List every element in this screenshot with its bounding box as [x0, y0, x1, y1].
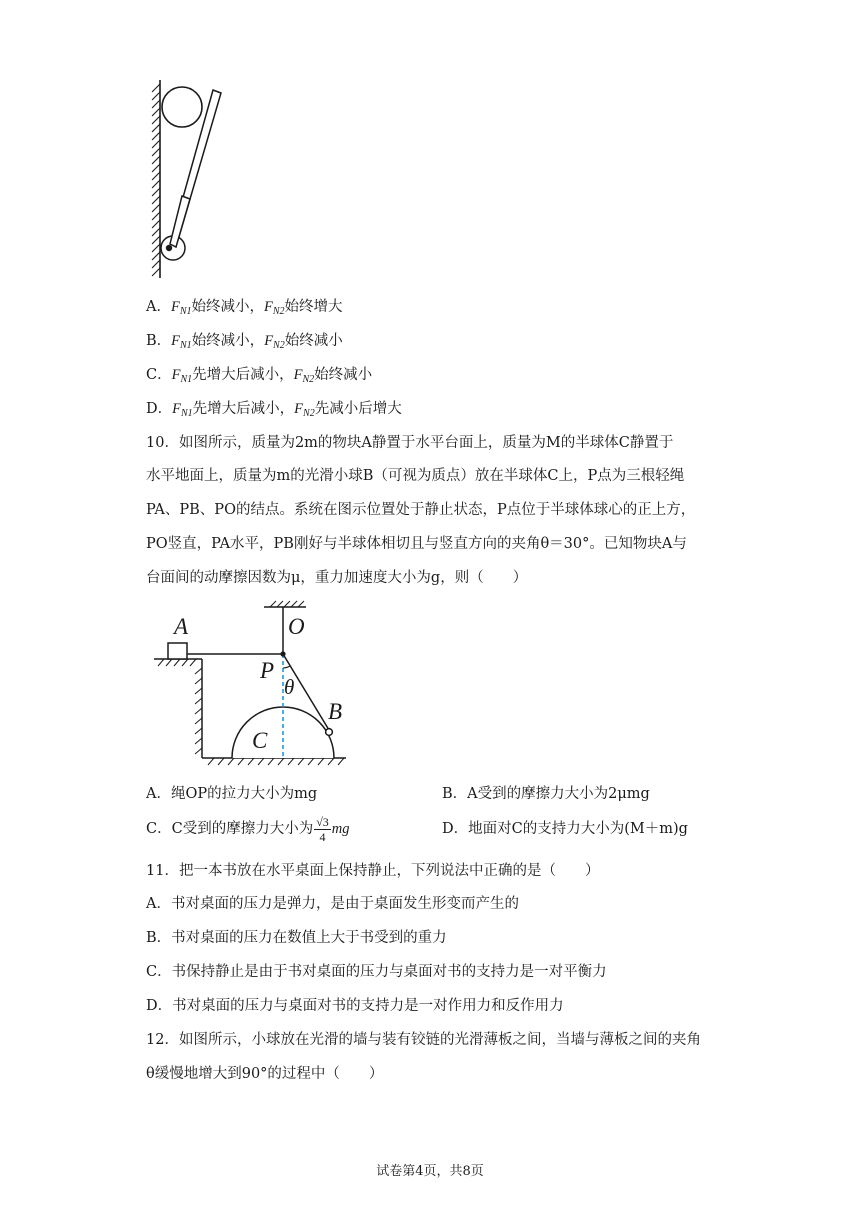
q10-stem-line-4: PO竖直，PA水平，PB刚好与半球体相切且与竖直方向的夹角θ＝30°。已知物块A与: [146, 536, 687, 552]
label-a: A: [174, 614, 189, 639]
q9-option-d: D．$F_{N1}$先增大后减小，$F_{N2}$先减小后增大: [146, 401, 402, 419]
q11-option-c: C．书保持静止是由于书对桌面的压力与桌面对书的支持力是一对平衡力: [146, 964, 607, 980]
block-a: [168, 643, 187, 659]
label-b: B: [328, 699, 343, 724]
q10-option-c: C．C受到的摩擦力大小为 $\frac{√3}{4}$ mg: [146, 814, 350, 844]
ball-b: [326, 729, 333, 736]
q11-stem: 11．把一本书放在水平桌面上保持静止，下列说法中正确的是（ ）: [146, 863, 600, 879]
q11-option-a: A．书对桌面的压力是弹力，是由于桌面发生形变而产生的: [146, 896, 519, 912]
q11-option-b: B．书对桌面的压力在数值上大于书受到的重力: [146, 930, 447, 946]
fraction-sqrt3-over-4: $\frac{√3}{4}$: [316, 814, 329, 844]
label-p: P: [260, 658, 275, 683]
q10-stem-line-1: 10．如图所示，质量为2m的物块A静置于水平台面上，质量为M的半球体C静置于: [146, 435, 674, 451]
q10-stem-line-3: PA、PB、PO的结点。系统在图示位置处于静止状态，P点位于半球体球心的正上方，: [146, 502, 696, 518]
ball: [162, 87, 202, 127]
label-o: O: [288, 614, 305, 639]
page-footer: 试卷第4页，共8页: [376, 1164, 484, 1179]
label-theta: θ: [284, 675, 295, 699]
q10-option-b: B．A受到的摩擦力大小为2μmg: [442, 786, 650, 802]
q12-stem-line-2: θ缓慢地增大到90°的过程中（ ）: [146, 1066, 384, 1082]
q9-option-a: A．$F_{N1}$始终减小，$F_{N2}$始终增大: [146, 299, 343, 317]
q9-option-b: B．$F_{N1}$始终减小，$F_{N2}$始终减小: [146, 333, 343, 351]
q11-option-d: D．书对桌面的压力与桌面对书的支持力是一对作用力和反作用力: [146, 998, 564, 1014]
q10-stem-line-5: 台面间的动摩擦因数为μ，重力加速度大小为g，则（ ）: [146, 570, 528, 586]
knot-p: [280, 651, 285, 656]
wall-ball-plank-figure: [140, 76, 240, 282]
label-c: C: [252, 728, 268, 753]
q10-figure: [146, 598, 356, 770]
q10-option-a: A．绳OP的拉力大小为mg: [146, 786, 318, 802]
q12-stem-line-1: 12．如图所示，小球放在光滑的墙与装有铰链的光滑薄板之间，当墙与薄板之间的夹角: [146, 1032, 701, 1048]
q10-stem-line-2: 水平地面上，质量为m的光滑小球B（可视为质点）放在半球体C上，P点为三根轻绳: [146, 468, 685, 484]
q9-option-c: C．$F_{N1}$先增大后减小，$F_{N2}$始终减小: [146, 367, 373, 385]
q10-option-d: D．地面对C的支持力大小为(M＋m)g: [442, 821, 688, 837]
